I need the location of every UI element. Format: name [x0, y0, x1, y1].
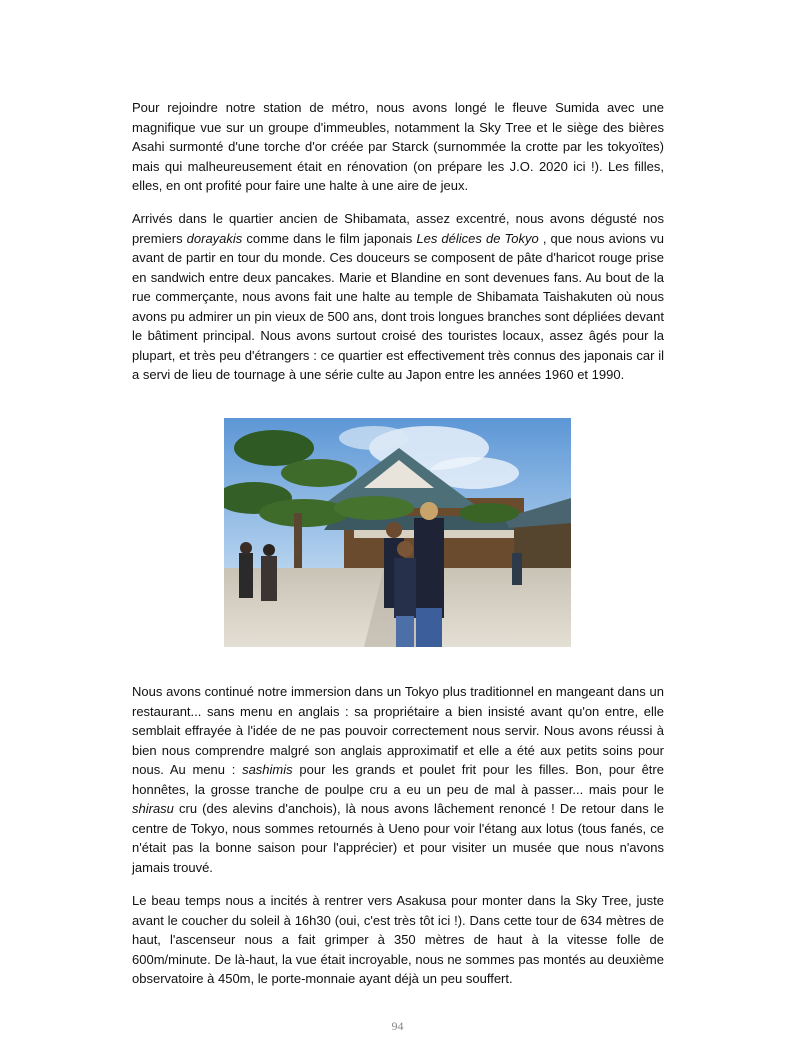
- person: [394, 558, 416, 618]
- temple-photo: [224, 418, 571, 647]
- person: [239, 553, 253, 598]
- pine-foliage: [259, 499, 349, 527]
- paragraph-restaurant: [132, 682, 664, 877]
- person-legs: [396, 616, 414, 647]
- paragraph-sumida: Pour rejoindre notre station de métro, nous avons longé le fleuve Sumida avec une magnifique vue sur un groupe d'immeubles, notamment la Sky Tree et le siège des bières Asahi surmonté d'une torche d'or créée par Starck (surnommée la crotte par les tokyoïtes) mais qui malheureusement était en rénovation (on prépare les J.O. 2020 ici !). Les filles, elles, en ont profité pour faire une halte à une aire de jeux.: [132, 100, 664, 193]
- text-run: pour les grands et poulet frit pour les filles. Bon, pour être honnêtes, la grosse tranche de poulpe cru a eu un peu de mal à passer... mais pour le: [132, 762, 664, 797]
- italic-film-title: Les délices de Tokyo: [416, 230, 539, 246]
- text-run: Arrivés dans le quartier ancien de Shibamata, assez excentré, nous avons dégusté nos premiers: [132, 211, 664, 246]
- paragraph-sky-tree: Le beau temps nous a incités à rentrer vers Asakusa pour monter dans la Sky Tree, juste avant le coucher du soleil à 16h30 (oui, c'est très tôt ici !). Dans cette tour de 634 mètres de haut, l'ascenseur nous a fait grimper à 350 mètres de haut à la vitesse folle de 600m/minute. De là-haut, la vue était incroyable, nous ne sommes pas montés au deuxième observatoire à 450m, le porte-monnaie ayant déjà un peu souffert.: [132, 893, 664, 986]
- cloud: [339, 426, 409, 450]
- person-head: [397, 541, 413, 557]
- italic-shirasu: shirasu: [132, 801, 174, 816]
- pine-foliage: [334, 496, 414, 520]
- italic-sashimis: sashimis: [242, 762, 293, 777]
- person: [261, 556, 277, 601]
- pine-trunk: [294, 513, 302, 568]
- pine-foliage: [459, 503, 519, 523]
- person-head: [240, 542, 252, 554]
- text-run: Nous avons continué notre immersion dans un Tokyo plus traditionnel en mangeant dans un restaurant... sans menu en anglais : sa propriétaire a bien insisté avant qu'on entre, elle semblait effrayée à l'idée de ne pas pouvoir correctement nous servir. Nous avons réussi à bien nous comprendre malgré son anglais approximatif et elle a été aux petits soins pour nous. Au menu :: [132, 684, 664, 777]
- page-number: 94: [391, 1019, 404, 1033]
- person-head: [420, 502, 438, 520]
- pine-foliage: [281, 459, 357, 487]
- text-run: comme dans le film japonais: [242, 230, 417, 246]
- paragraph-shibamata: [132, 209, 664, 385]
- italic-dorayakis: dorayakis: [186, 230, 243, 246]
- text-run: , que nous avions vu avant de partir en tour du monde. Ces douceurs se composent de pâte d'haricot rouge prise en sandwich entre deux pancakes. Marie et Blandine en sont devenues fans. Au bout de la rue commerçante, nous avons fait une halte au temple de Shibamata Taishakuten où nous avons pu admirer un pin vieux de 500 ans, dont trois longues branches sont dépliées devant le bâtiment principal. Nous avons surtout croisé des touristes locaux, assez âgés pour la plupart, et très peu d'étrangers : ce quartier est effectivement très connus des japonais car il a servi de lieu de tournage à une série culte au Japon entre les années 1960 et 1990.: [132, 230, 664, 382]
- person-head: [263, 544, 275, 556]
- person: [414, 518, 444, 618]
- text-run: cru (des alevins d'anchois), là nous avons lâchement renoncé ! De retour dans le centre de Tokyo, nous sommes retournés à Ueno pour voir l'étang aux lotus (tous fanés, ce n'était pas la bonne saison pour l'apprécier) et pour visiter un musée que nous n'avons jamais trouvé.: [132, 801, 664, 875]
- person-legs: [416, 608, 442, 647]
- person-head: [386, 522, 402, 538]
- person: [512, 553, 522, 585]
